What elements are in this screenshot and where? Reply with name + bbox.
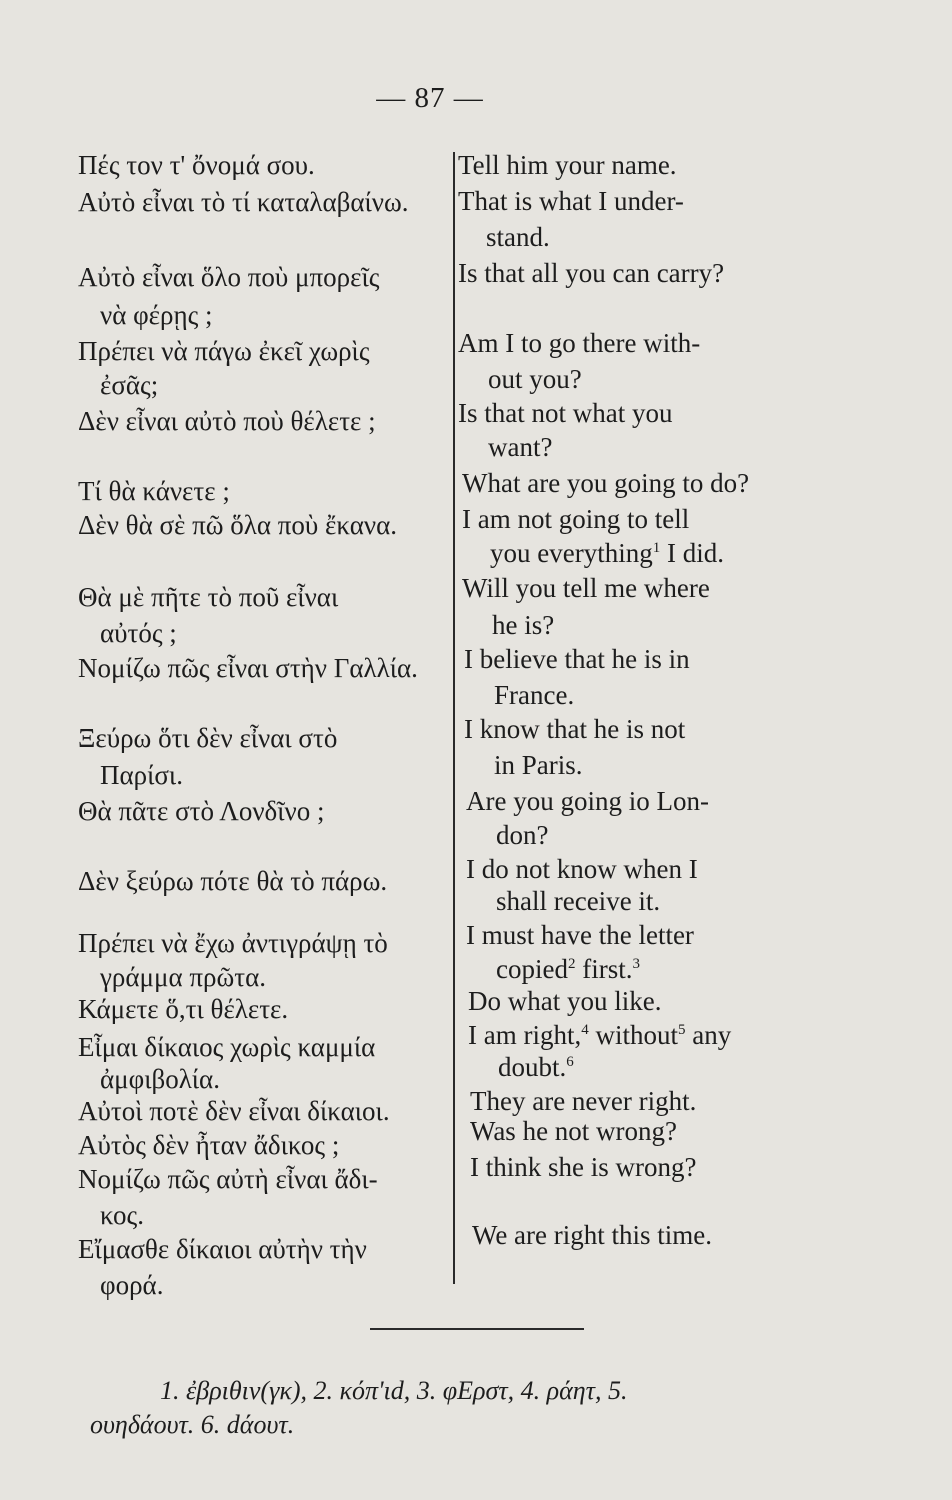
english-line [490,540,724,567]
english-line: stand. [486,222,550,252]
footnote-marker: 5 [678,1022,686,1038]
footnote-line: 1. ἐβριθιν(γκ), 2. κόπ'ιd, 3. φΕρστ, 4. ράητ, 5. [160,1376,628,1405]
greek-line: Εἴμασθε δίκαιοι αὐτὴν τὴν [78,1234,367,1264]
greek-line: Θὰ μὲ πῆτε τὸ ποῦ εἶναι [78,582,339,612]
english-line: Was he not wrong? [470,1116,678,1146]
greek-line: Τί θὰ κάνετε ; [78,476,230,506]
english-line: France. [494,680,575,710]
footnote-rule [370,1328,584,1330]
english-line [468,1022,731,1049]
greek-line: νὰ φέρῃς ; [100,300,213,330]
english-line: want? [488,432,553,462]
english-line: out you? [488,364,582,394]
greek-line: Κάμετε ὅ,τι θέλετε. [78,994,289,1024]
english-line: I think she is wrong? [470,1152,697,1182]
english-line: They are never right. [470,1086,697,1116]
greek-line: Αὐτὸ εἶναι ὅλο ποὺ μπορεῖς [78,262,380,292]
footnote-marker: 6 [566,1054,574,1070]
greek-line: γράμμα πρῶτα. [100,962,267,992]
english-text: I did. [660,538,724,568]
greek-line: Ξεύρω ὅτι δὲν εἶναι στὸ [78,723,338,753]
greek-line: Δὲν θὰ σὲ πῶ ὅλα ποὺ ἔκανα. [78,510,397,540]
greek-line: φορά. [100,1270,164,1300]
english-line: Am I to go there with- [458,328,701,358]
english-line [496,956,640,983]
footnote-marker: 1 [652,540,661,556]
greek-line: Εἶμαι δίκαιος χωρὶς καμμία [78,1032,376,1062]
footnote-marker: 3 [632,956,640,972]
english-line: I believe that he is in [464,644,690,674]
english-line: Will you tell me where [462,573,710,603]
english-line: in Paris. [494,750,583,780]
greek-line: Πές τον τ' ὄνομά σου. [78,150,315,180]
footnote-marker: 4 [581,1022,589,1038]
greek-line: Πρέπει νὰ ἔχω ἀντιγράψῃ τὸ [78,928,388,958]
english-line: I know that he is not [464,714,686,744]
greek-line: Δὲν εἶναι αὐτὸ ποὺ θέλετε ; [78,406,376,436]
greek-line: Αὐτὸ εἶναι τὸ τί καταλαβαίνω. [78,187,409,217]
greek-line: Δὲν ξεύρω πότε θὰ τὸ πάρω. [78,866,388,896]
english-line: I must have the letter [466,920,694,950]
greek-line: Νομίζω πῶς εἶναι στὴν Γαλλία. [78,653,418,683]
english-text: any [685,1020,732,1050]
greek-line: κος. [100,1200,144,1230]
greek-line: Νομίζω πῶς αὐτὴ εἶναι ἄδι- [78,1164,378,1194]
english-line: I am not going to tell [462,504,690,534]
english-line: don? [496,820,549,850]
greek-line: Αὐτοὶ ποτὲ δὲν εἶναι δίκαιοι. [78,1096,390,1126]
english-text: first. [575,954,633,984]
greek-line: αὐτός ; [100,618,177,648]
english-line: Is that all you can carry? [458,258,725,288]
greek-line: Θὰ πᾶτε στὸ Λονδῖνο ; [78,796,325,826]
english-line [498,1054,574,1081]
english-line: he is? [492,610,555,640]
english-text: copied [496,954,568,984]
greek-line: ἐσᾶς; [100,370,159,400]
english-line: Do what you like. [468,986,662,1016]
english-line: That is what I under- [458,186,684,216]
english-line: What are you going to do? [462,468,750,498]
footnote-line: ουηδάουτ. 6. dάουτ. [90,1410,295,1439]
english-line: We are right this time. [472,1220,713,1250]
page-number: — 87 — [376,82,484,114]
greek-line: ἀμφιβολία. [100,1064,220,1094]
english-line: Tell him your name. [458,150,677,180]
column-divider [453,152,455,1284]
greek-line: Παρίσι. [100,760,183,790]
english-text: I am right, [468,1020,582,1050]
english-line: I do not know when I [466,854,698,884]
english-line: Are you going io Lon- [466,786,709,816]
english-line: shall receive it. [496,886,661,916]
greek-line: Αὐτὸς δὲν ἦταν ἄδικος ; [78,1130,340,1160]
english-text: without [588,1020,678,1050]
english-text: doubt. [498,1052,567,1082]
footnote-marker: 2 [567,956,576,972]
greek-line: Πρέπει νὰ πάγω ἐκεῖ χωρὶς [78,336,370,366]
english-text: you everything [490,538,653,568]
english-line: Is that not what you [458,398,673,428]
